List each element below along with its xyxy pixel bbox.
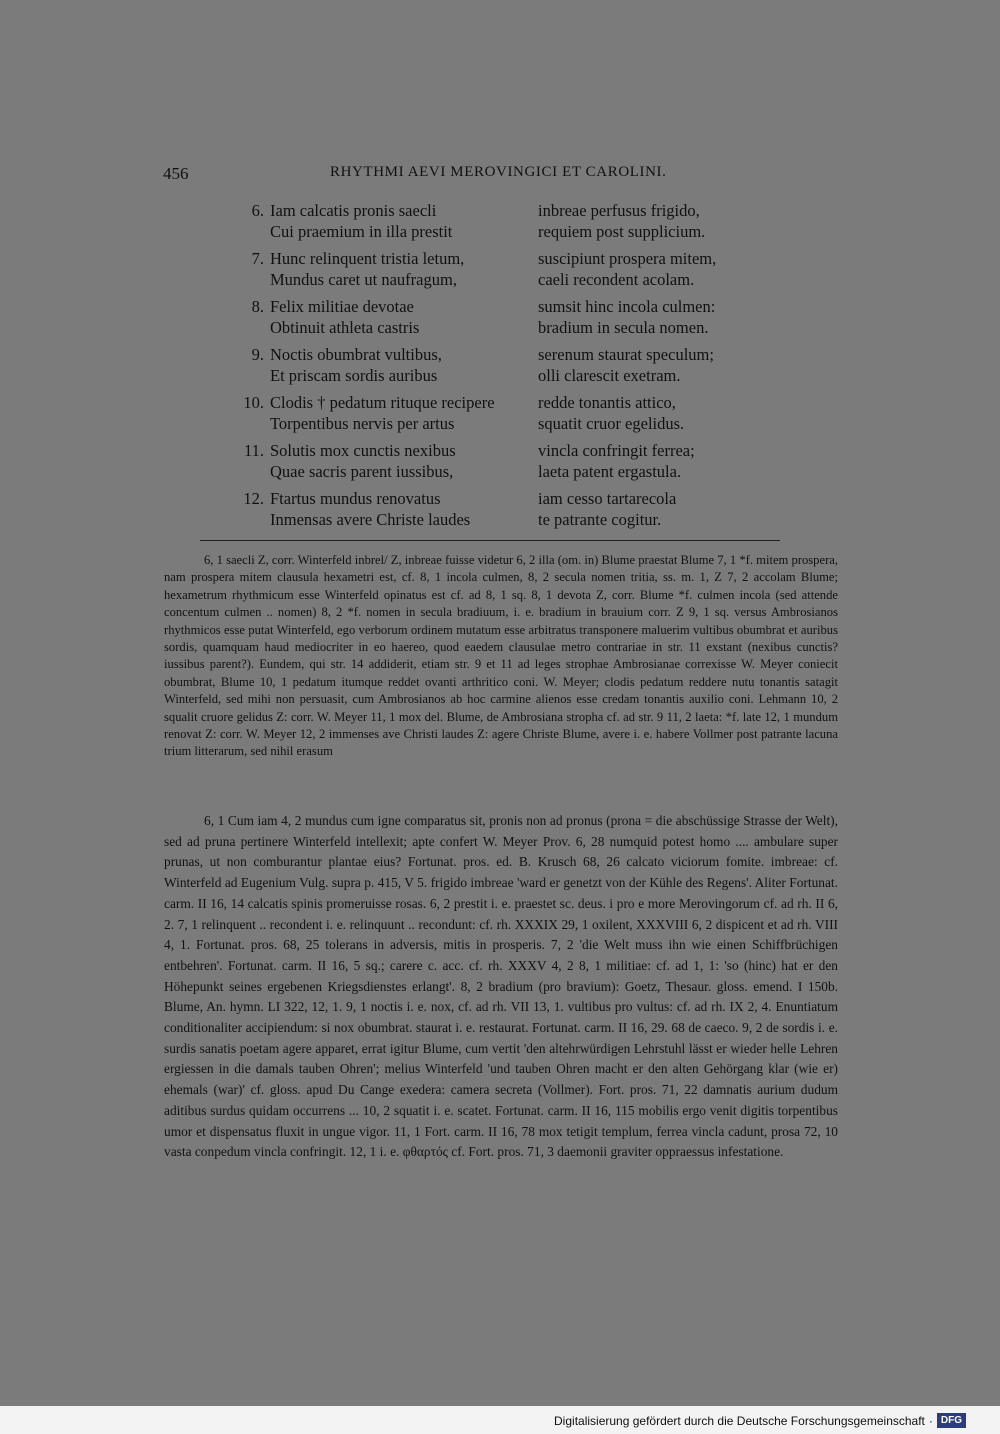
poem-stanzas: [220, 200, 780, 536]
verse-line: inbreae perfusus frigido,: [538, 201, 700, 220]
verse-line: Solutis mox cunctis nexibus: [270, 441, 456, 460]
verse-line: Obtinuit athleta castris: [270, 318, 420, 337]
stanza: [220, 392, 780, 434]
verse-line: Clodis † pedatum rituque recipere: [270, 393, 495, 412]
commentary-text: 6, 1 Cum iam 4, 2 mundus cum igne comparatus sit, pronis non ad pronus (prona = die abschüssige Strasse der Welt), sed ad pruna pertinere Winterfeld intellexit; apte confert W. Meyer Prov. 6, 28 numquid potest homo .... ambulare super prunas, ut non comburantur plantae eius? Fortunat. pros. ed. B. Krusch 68, 26 calcato viciorum fomite. imbreae: cf. Winterfeld ad Eugenium Vulg. supra p. 415, V 5. frigido imbreae 'ward er genetzt von der Kühle des Regens'. Aliter Fortunat. carm. II 16, 14 calcatis spinis promeruisse rosas. 6, 2 prestit i. e. praestet sc. deus. i pro e more Merovingorum cf. ad rh. II 6, 2. 7, 1 relinquent .. recondent i. e. relinquunt .. recondunt: cf. rh. XXXIX 29, 1 oxilent, XXXVIII 6, 2 dispicent et ad rh. VIII 4, 1. Fortunat. pros. 68, 25 tolerans in adversis, mitis in prosperis. 7, 2 'die Welt muss ihn wie einen Schiffbrüchigen entbehren'. Fortunat. carm. II 16, 5 sq.; carere c. acc. cf. rh. XXXV 4, 2 8, 1 militiae: cf. ad 1, 1: 'so (hinc) hat er den Höhepunkt seines ergebenen Kriegsdienstes erlangt'. 8, 2 bradium (pro bravium): Goetz, Thesaur. gloss. emend. I 150b. Blume, An. hymn. LI 322, 12, 1. 9, 1 noctis i. e. nox, cf. ad rh. VII 13, 1. vultibus pro vultus: cf. ad rh. IX 2, 4. Enuntiatum conditionaliter accipiendum: si nox obumbrat. staurat i. e. restaurat. Fortunat. carm. II 16, 29. 68 de caeco. 9, 2 de sordis i. e. surdis sanatis poetam agere apparet, errat igitur Blume, cum vertit 'den altehrwürdigen Lehrstuhl lässt er wieder helle Lehren ergiessen in die damals tauben Ohren'; melius Winterfeld 'und tauben Ohren macht er den alten Gehörgang klar (wie er) ehemals (war)' cf. gloss. apud Du Cange exedera: camera secreta (Vollmer). Fort. pros. 71, 22 damnatis aurium dudum aditibus surdus quidam occurrens ... 10, 2 squatit i. e. scatet. Fortunat. carm. II 16, 115 mobilis ergo venit digitis torpentibus umor et dispensatus fluxit in ungue vigor. 11, 1 Fort. carm. II 16, 78 mox tetigit templum, ferrea vincla cadunt, prosa 72, 10 vasta conpedum vincla confringit. 12, 1 i. e. φθαρτός cf. Fort. pros. 71, 3 daemonii graviter oppraessus infestatione.: [164, 813, 838, 1160]
page-number: 456: [163, 164, 189, 183]
verse-line: Iam calcatis pronis saecli: [270, 201, 437, 220]
stanza-number: 11.: [243, 441, 264, 460]
verse-line: caeli recondent acolam.: [538, 270, 695, 289]
verse-line: Hunc relinquent tristia letum,: [270, 249, 465, 268]
verse-line: squatit cruor egelidus.: [538, 414, 685, 433]
verse-line: sumsit hinc incola culmen:: [538, 297, 716, 316]
critical-apparatus: [164, 552, 838, 761]
verse-line: laeta patent ergastula.: [538, 462, 682, 481]
running-head: RHYTHMI AEVI MEROVINGICI ET CAROLINI.: [330, 164, 667, 180]
apparatus-text: 6, 1 saecli Z, corr. Winterfeld inbrel/ Z, inbreae fuisse videtur 6, 2 illa (om. in) Blume praestat Blume 7, 1 *f. mitem prospera, nam prospera mitem clausula hexametri est, cf. 8, 1 incola culmen, 8, 2 secula nomen tritia, ss. m. 1, Z 7, 2 accolam Blume; hexametrum rhythmicum esse Winterfeld opinatus est cf. ad 8, 1 sq. 8, 1 devota Z, corr. Blume *f. culmen incola (sed attende concentum culmen .. nomen) 8, 2 *f. nomen in secula bradiuum, i. e. bradium in brauium corr. Z 9, 1 sq. versus Ambrosianos rhythmicos esse putat Winterfeld, ego verborum ordinem mutatum esse arbitratus transponere maluerim vultibus obumbrat et auribus sordis, quamquam haud mediocriter in eo haereo, quod eaedem clausulae metro contrariae in str. 11 exstant (nexibus cunctis? iussibus parent?). Eundem, qui str. 14 addiderit, etiam str. 9 et 11 ad leges strophae Ambrosianae correxisse W. Meyer coniecit obumbrat, Blume 10, 1 pedatum itumque reddet ovanti arthritico coni. W. Meyer; clodis pedatum reddere nutu tonantis satagit Winterfeld, sed mihi non persuasit, cum Ambrosianos ab hoc carmine alienos esse credam tonantis auxilio coni. Lehmann 10, 2 squalit cruore gelidus Z: corr. W. Meyer 11, 1 mox del. Blume, de Ambrosiana stropha cf. ad str. 9 11, 2 laeta: *f. late 12, 1 mundum renovat Z: corr. W. Meyer 12, 2 immenses ave Christi laudes Z: agere Christe Blume, avere i. e. habere Vollmer post patrante lacuna trium litterarum, sed nihil erasum: [164, 553, 838, 759]
verse-line: vincla confringit ferrea;: [538, 441, 695, 460]
verse-line: redde tonantis attico,: [538, 393, 676, 412]
stanza-number: 8.: [251, 297, 264, 316]
stanza-number: 7.: [251, 249, 264, 268]
verse-line: Inmensas avere Christe laudes: [270, 510, 471, 529]
dfg-logo[interactable]: DFG: [937, 1413, 966, 1428]
stanza: [220, 488, 780, 530]
stanza: [220, 248, 780, 290]
footer-credit-text: Digitalisierung gefördert durch die Deutsche Forschungsgemeinschaft: [554, 1413, 925, 1428]
verse-line: Ftartus mundus renovatus: [270, 489, 441, 508]
stanza-number: 12.: [243, 489, 264, 508]
divider: [200, 540, 780, 541]
verse-line: serenum staurat speculum;: [538, 345, 714, 364]
verse-line: Torpentibus nervis per artus: [270, 414, 455, 433]
verse-line: te patrante cogitur.: [538, 510, 662, 529]
verse-line: Felix militiae devotae: [270, 297, 414, 316]
verse-line: olli clarescit exetram.: [538, 366, 681, 385]
stanza: [220, 296, 780, 338]
footer-credit: Digitalisierung gefördert durch die Deutsche Forschungsgemeinschaft · DFG: [554, 1413, 966, 1428]
stanza-number: 9.: [251, 345, 264, 364]
verse-line: Et priscam sordis auribus: [270, 366, 438, 385]
verse-line: suscipiunt prospera mitem,: [538, 249, 717, 268]
verse-line: Noctis obumbrat vultibus,: [270, 345, 442, 364]
stanza: [220, 344, 780, 386]
verse-line: Cui praemium in illa prestit: [270, 222, 453, 241]
verse-line: Mundus caret ut naufragum,: [270, 270, 457, 289]
stanza-number: 10.: [243, 393, 264, 412]
verse-line: requiem post supplicium.: [538, 222, 706, 241]
verse-line: iam cesso tartarecola: [538, 489, 677, 508]
stanza-number: 6.: [251, 201, 264, 220]
verse-line: Quae sacris parent iussibus,: [270, 462, 454, 481]
stanza: [220, 200, 780, 242]
commentary: [164, 811, 838, 1163]
stanza: [220, 440, 780, 482]
verse-line: bradium in secula nomen.: [538, 318, 709, 337]
